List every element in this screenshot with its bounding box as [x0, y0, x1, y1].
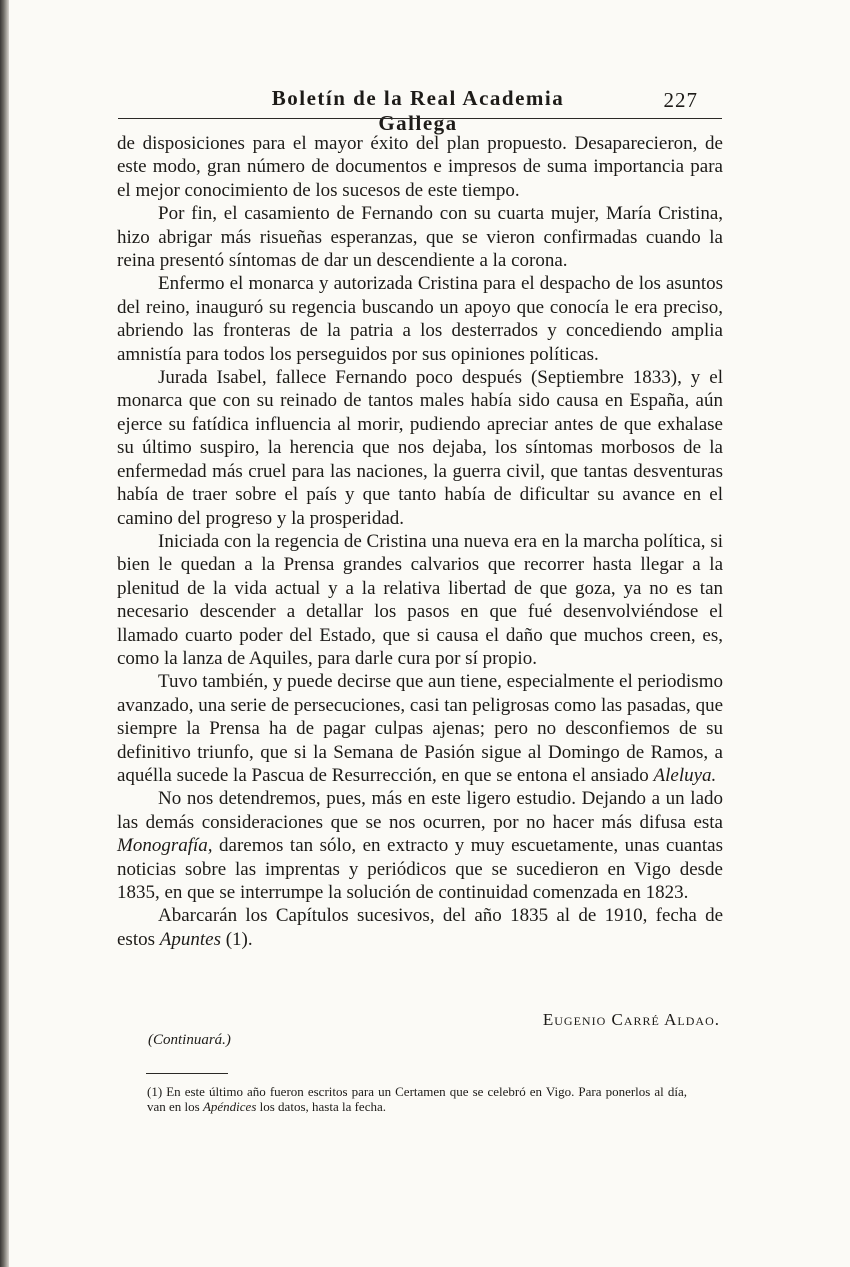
italic-text: Apéndices [202, 1099, 257, 1114]
body-paragraph [117, 132, 723, 202]
body-paragraph [117, 530, 723, 670]
italic-text: Apuntes [159, 928, 221, 950]
page-number: 227 [663, 88, 698, 112]
text-run: No nos detendremos, pues, más en este ligero estudio. Dejando a un lado las demás consideraciones que se nos ocurren, por no hacer más difusa esta [117, 788, 723, 833]
text-run: (1) En este último año fueron escritos para un Certamen que se celebró en Vigo. Para ponerlos al día, van en los [147, 1084, 687, 1114]
italic-text: Aleluya. [653, 764, 717, 786]
body-paragraph [117, 670, 723, 787]
text-run: Iniciada con la regencia de Cristina una nueva era en la marcha política, si bien le quedan a la Prensa grandes calvarios que recorrer hasta llegar a la plenitud de la vida actual y a la relativa libertad de que goza, ya no es tan necesario descender a detallar los pasos en que fué desenvolviéndose el llamado cuarto poder del Estado, que si causa el daño que muchos creen, es, como la lanza de Aquiles, para darle cura por sí propio. [117, 530, 723, 669]
continuation-note: (Continuará.) [148, 1032, 231, 1048]
text-run: Por fin, el casamiento de Fernando con su cuarta mujer, María Cristina, hizo abrigar más risueñas esperanzas, que se vieron confirmadas cuando la reina presentó síntomas de dar un descendiente a la corona. [117, 203, 723, 272]
text-run: de disposiciones para el mayor éxito del plan propuesto. Desaparecieron, de este modo, gran número de documentos e impresos de suma importancia para el mejor conocimiento de los sucesos de este tiempo. [117, 133, 723, 201]
text-run: daremos tan sólo, en extracto y muy escuetamente, unas cuantas noticias sobre las imprentas y periódicos que se sucedieron en Vigo desde 1835, en que se interrumpe la solución de continuidad comenzada en 1823. [117, 835, 723, 903]
author-signature: Eugenio Carré Aldao. [542, 1010, 720, 1029]
body-paragraph [117, 787, 723, 904]
footnote [147, 1084, 687, 1114]
text-run: Abarcarán los Capítulos sucesivos, del año 1835 al de 1910, fecha de estos [117, 905, 723, 950]
body-paragraph [117, 366, 723, 530]
body-paragraph [117, 272, 723, 366]
italic-text: Monografía, [117, 835, 213, 857]
body-paragraph [117, 904, 723, 951]
journal-title: Boletín de la Real Academia Gallega [271, 86, 565, 135]
text-run: Tuvo también, y puede decirse que aun tiene, especialmente el periodismo avanzado, una serie de persecuciones, casi tan peligrosas como las pasadas, que siempre la Prensa ha de pagar culpas ajenas; pero no desconfiemos de su definitivo triunfo, que si la Semana de Pasión sigue al Domingo de Ramos, a aquélla sucede la Pascua de Resurrección, en que se entona el ansiado [117, 671, 723, 786]
body-paragraph [117, 202, 723, 272]
scan-binding-edge [0, 0, 9, 1267]
footnote-rule [146, 1073, 228, 1074]
text-run: los datos, hasta la fecha. [256, 1099, 386, 1114]
header-rule [118, 118, 722, 119]
text-run: Jurada Isabel, fallece Fernando poco después (Septiembre 1833), y el monarca que con su reinado de tantos males había sido causa en España, aún ejerce su fatídica influencia al morir, pudiendo apreciar antes de que exhalase su último suspiro, la herencia que nos dejaba, los síntomas morbosos de la enfermedad más cruel para las naciones, la guerra civil, que tantas desventuras había de traer sobre el país y que tanto había de dificultar su avance en el camino del progreso y la prosperidad. [117, 367, 723, 529]
article-body [117, 132, 723, 951]
footnote-text [147, 1084, 687, 1114]
text-run: (1). [220, 928, 253, 950]
text-run: Enfermo el monarca y autorizada Cristina para el despacho de los asuntos del reino, inauguró su regencia buscando un apoyo que conocía le era preciso, abriendo las fronteras de la patria a los desterrados y concediendo amplia amnistía para todos los perseguidos por sus opiniones políticas. [117, 273, 723, 365]
running-head [118, 86, 718, 135]
